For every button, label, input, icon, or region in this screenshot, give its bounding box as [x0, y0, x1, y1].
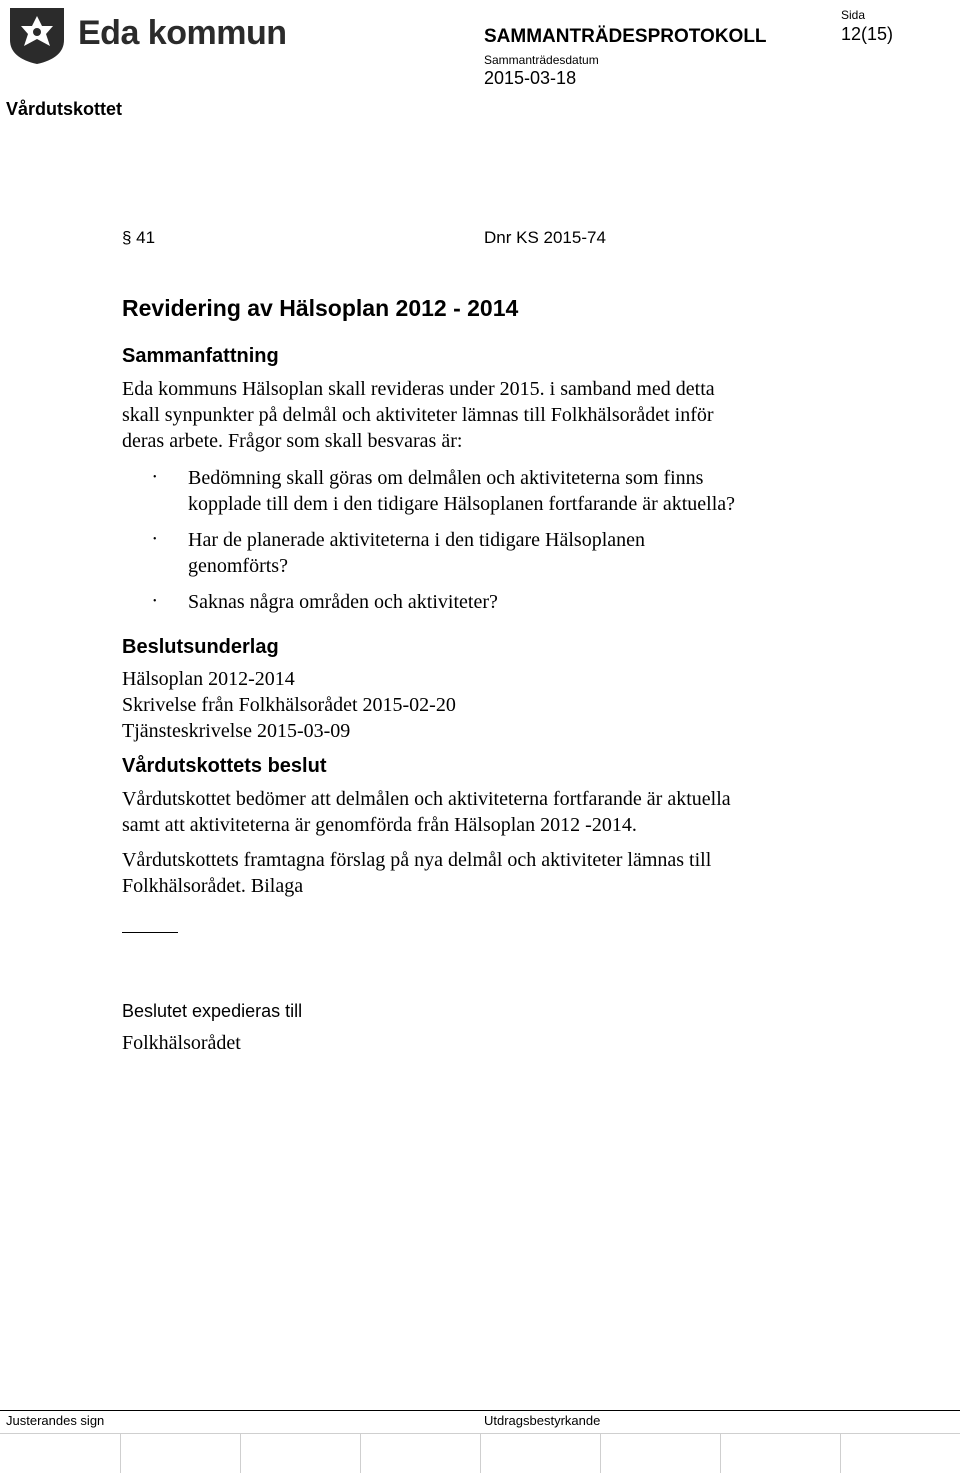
- decision-text: samt att aktiviteterna är genomförda från Hälsoplan 2012 -2014.: [122, 814, 637, 836]
- summary-line: skall synpunkter på delmål och aktiviteter lämnas till Folkhälsorådet inför: [122, 404, 714, 426]
- case-number: Dnr KS 2015-74: [484, 228, 606, 247]
- eda-kommun-logo-icon: [6, 4, 68, 66]
- logo-wordmark: Eda kommun: [78, 14, 287, 52]
- committee-name: Vårdutskottet: [6, 99, 123, 119]
- meeting-date: 2015-03-18: [484, 68, 577, 88]
- decision-heading: Vårdutskottets beslut: [122, 755, 327, 777]
- basis-item: Skrivelse från Folkhälsorådet 2015-02-20: [122, 694, 456, 716]
- paragraph-number: § 41: [122, 228, 156, 247]
- dispatch-heading: Beslutet expedieras till: [122, 1001, 303, 1021]
- bullet-text: genomförts?: [188, 555, 288, 577]
- signature-box: [840, 1433, 841, 1473]
- signature-box: [720, 1433, 721, 1473]
- decision-text: Vårdutskottets framtagna förslag på nya delmål och aktiviteter lämnas till: [122, 849, 712, 871]
- footer-signature-label: Justerandes sign: [6, 1413, 105, 1428]
- signature-box: [600, 1433, 601, 1473]
- basis-item: Hälsoplan 2012-2014: [122, 668, 295, 690]
- bullet-icon: •: [153, 534, 157, 545]
- summary-heading: Sammanfattning: [122, 345, 279, 367]
- signature-box: [240, 1433, 241, 1473]
- separator-rule: [122, 932, 178, 933]
- footer-top-rule: [0, 1410, 960, 1411]
- signature-box: [360, 1433, 361, 1473]
- bullet-text: kopplade till dem i den tidigare Hälsoplanen fortfarande är aktuella?: [188, 493, 736, 515]
- bullet-icon: •: [153, 596, 157, 607]
- signature-box: [120, 1433, 121, 1473]
- document-type: SAMMANTRÄDESPROTOKOLL: [484, 26, 767, 47]
- bullet-text: Har de planerade aktiviteterna i den tidigare Hälsoplanen: [188, 529, 646, 551]
- bullet-text: Saknas några områden och aktiviteter?: [188, 591, 498, 613]
- bullet-icon: •: [153, 472, 157, 483]
- summary-line: Eda kommuns Hälsoplan skall revideras under 2015. i samband med detta: [122, 378, 715, 400]
- page-number: 12(15): [841, 24, 894, 44]
- summary-line: deras arbete. Frågor som skall besvaras är:: [122, 430, 463, 452]
- footer-certification-label: Utdragsbestyrkande: [484, 1413, 601, 1428]
- signature-box: [480, 1433, 481, 1473]
- page-label: Sida: [841, 8, 866, 22]
- bullet-text: Bedömning skall göras om delmålen och aktiviteterna som finns: [188, 467, 704, 489]
- decision-text: Vårdutskottet bedömer att delmålen och aktiviteterna fortfarande är aktuella: [122, 788, 731, 810]
- basis-heading: Beslutsunderlag: [122, 636, 279, 658]
- basis-item: Tjänsteskrivelse 2015-03-09: [122, 720, 351, 742]
- case-title: Revidering av Hälsoplan 2012 - 2014: [122, 295, 519, 321]
- meeting-date-label: Sammanträdesdatum: [484, 53, 599, 67]
- decision-text: Folkhälsorådet. Bilaga: [122, 875, 304, 897]
- dispatch-recipient: Folkhälsorådet: [122, 1032, 241, 1054]
